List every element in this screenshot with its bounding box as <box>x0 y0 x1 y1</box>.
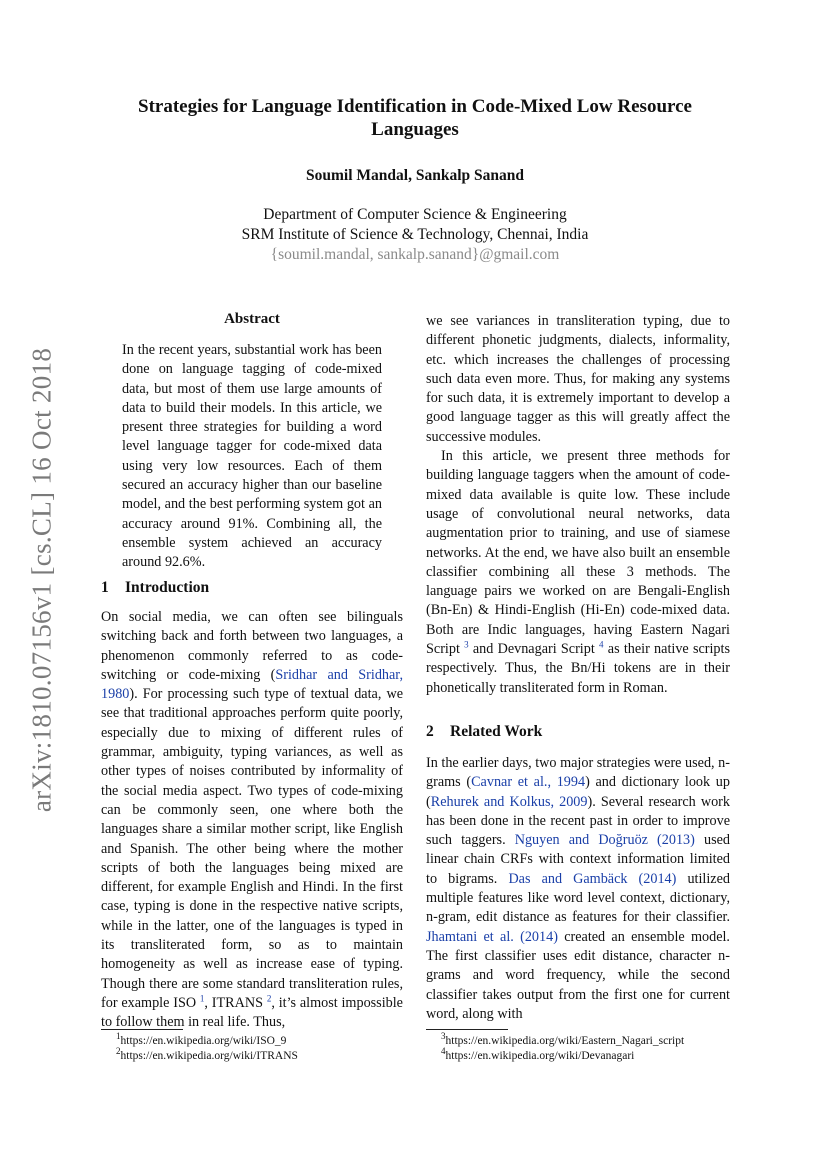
footnote-number: 1 <box>116 1031 121 1042</box>
citation-link[interactable]: Das and Gambäck (2014) <box>508 870 677 887</box>
text-run: used linear chain CRFs with context information limited to bigrams. <box>426 832 730 887</box>
text-run: utilized multiple features like word level context, dictionary, n-gram, edit distance as features for their classifier. <box>426 870 730 926</box>
abstract-heading: Abstract <box>224 311 280 327</box>
intro-paragraph-2: we see variances in transliteration typing, due to different phonetic judgments, dialects, informality, etc. which increases the challenges of processing such data even more. Thus, for making any systems for such data, it is extremely important to develop a good language tagger as this will greatly affect the successive modules. <box>426 313 730 445</box>
text-run: as their native scripts respectively. Thus, the Bn/Hi tokens are in their phonetically transliterated form in Roman. <box>426 641 730 696</box>
citation-link[interactable]: Sridhar and Sridhar, 1980 <box>101 666 404 703</box>
footnote-rule <box>101 1029 183 1030</box>
text-run: In this article, we present three methods for building language taggers when the amount of code-mixed data available is quite low. These include usage of convolutional neural networks, data augmentation prior to training, and use of siamese networks. At the end, we have also built an ensemble classifier combining all these 3 methods. The language pairs we worked on are Bengali-English (Bn-En) & Hindi-English (Hi-En) code-mixed data. Both are Indic languages, having Eastern Nagari Script <box>426 448 730 658</box>
author-emails: {soumil.mandal, sankalp.sanand}@gmail.com <box>270 246 560 263</box>
section-number: 2 <box>426 723 434 740</box>
footnotes-left <box>116 1031 406 1064</box>
department: Department of Computer Science & Engineering <box>263 206 567 223</box>
footnote-ref[interactable]: 4 <box>599 639 604 650</box>
footnote-ref[interactable]: 1 <box>199 993 205 1004</box>
paper-title: Strategies for Language Identification in Code-Mixed Low Resource Languages <box>138 96 692 140</box>
citation-link[interactable]: Nguyen and Doğruöz (2013) <box>514 832 695 849</box>
affiliation-block <box>100 205 730 265</box>
citation-link[interactable]: Rehurek and Kolkus, 2009 <box>430 793 588 810</box>
footnote <box>116 1031 406 1049</box>
footnote-number: 4 <box>441 1046 446 1057</box>
text-run: ) and dictionary look up ( <box>426 774 730 810</box>
footnote <box>441 1046 731 1064</box>
arxiv-sidebar-stamp <box>22 340 62 820</box>
footnote-ref[interactable]: 3 <box>464 639 469 650</box>
text-run: and Devnagari Script <box>468 641 600 658</box>
related-work-paragraph <box>426 754 730 1024</box>
citation-link[interactable]: Jhamtani et al. (2014) <box>426 928 558 945</box>
intro-paragraph-1 <box>101 608 403 1033</box>
intro-right-column <box>426 312 730 698</box>
intro-paragraph-3 <box>426 447 730 698</box>
section-heading-related-work <box>426 723 542 741</box>
citation-link[interactable]: Cavnar et al., 1994 <box>471 774 586 791</box>
text-run: In the earlier days, two major strategies were used, n-grams ( <box>426 755 730 791</box>
text-run: On social media, we can often see bilinguals switching back and forth between two languages, a phenomenon commonly referred to as code-switching or code-mixing ( <box>101 609 403 683</box>
text-run: , ITRANS <box>204 994 267 1011</box>
footnote-number: 2 <box>116 1046 121 1057</box>
text-run: ). For processing such type of textual data, we see that traditional approaches perform quite poorly, especially due to mixing of different rules of grammar, ambiguity, typing variances, as well as other types of noises contributed by informality of the social media aspect. Two types of code-mixing can be commonly seen, one where both the languages share a similar mother script, like English and Spanish. The other being where the mother scripts of both the languages being mixed are different, for example English and Hindi. In the first case, typing is done in the respective native scripts, while in the latter, one of the languages is typed in its transliterated form, so as to maintain homogeneity as well as increase ease of typing. Though there are some standard transliteration rules, for example ISO <box>101 686 403 1011</box>
text-run: , it’s almost impossible to follow them in real life. Thus, <box>101 994 403 1031</box>
author-list: Soumil Mandal, Sankalp Sanand <box>306 167 524 184</box>
footnote-rule <box>426 1029 508 1030</box>
section-number: 1 <box>101 579 109 596</box>
section-title: Related Work <box>450 723 543 740</box>
footnote-url[interactable]: https://en.wikipedia.org/wiki/Eastern_Nagari_script <box>445 1035 685 1047</box>
section-heading-introduction <box>101 579 209 597</box>
footnote <box>441 1031 731 1049</box>
footnote-url[interactable]: https://en.wikipedia.org/wiki/ISO_9 <box>120 1035 287 1047</box>
institute: SRM Institute of Science & Technology, Chennai, India <box>241 226 589 243</box>
footnote-ref[interactable]: 2 <box>266 993 272 1004</box>
text-run: created an ensemble model. The first classifier uses edit distance, character n-grams and word frequency, while the second classifier takes output from the first one for current word, along with <box>426 928 730 1022</box>
footnote-number: 3 <box>441 1031 446 1042</box>
text-run: ). Several research work has been done in the recent past in order to improve such taggers. <box>426 793 730 849</box>
footnote-url[interactable]: https://en.wikipedia.org/wiki/ITRANS <box>120 1050 298 1062</box>
footnotes-right <box>441 1031 731 1064</box>
footnote-url[interactable]: https://en.wikipedia.org/wiki/Devanagari <box>445 1050 635 1062</box>
abstract-text: In the recent years, substantial work has been done on language tagging of code-mixed data, but most of them use large amounts of data to build their models. In this article, we present three strategies for building a word level language tagger for code-mixed data using very low resources. Each of them secured an accuracy higher than our baseline model, and the best performing system got an accuracy around 91%. Combining all, the ensemble system achieved an accuracy around 92.6%. <box>122 342 382 571</box>
footnote <box>116 1046 406 1064</box>
arxiv-id-label: arXiv:1810.07156v1 [cs.CL] 16 Oct 2018 <box>26 347 57 813</box>
section-title: Introduction <box>125 579 210 596</box>
